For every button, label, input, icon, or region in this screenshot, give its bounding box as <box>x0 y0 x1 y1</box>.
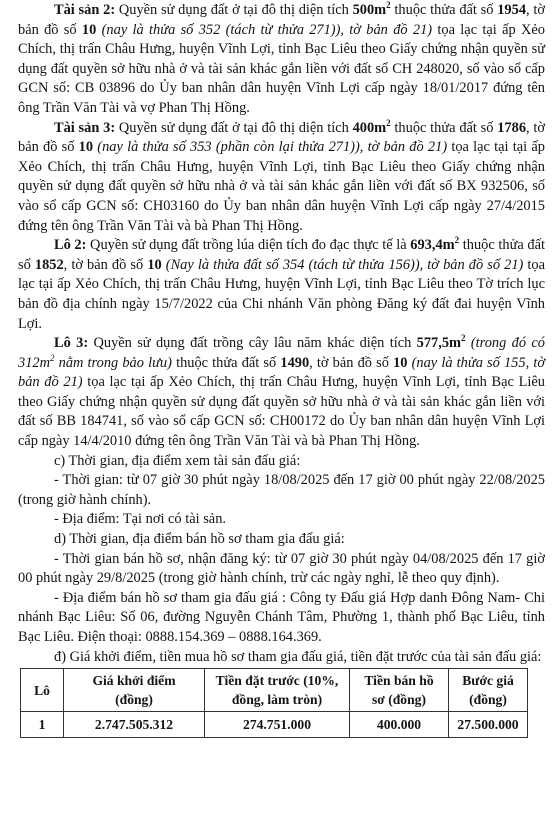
col-deposit: Tiền đặt trước (10%, đồng, làm tròn) <box>205 669 350 712</box>
parcel-number: 1490 <box>280 354 310 371</box>
section-c-heading: c) Thời gian, địa điểm xem tài sản đấu giá: <box>54 452 301 469</box>
text: , tờ bản đồ số <box>63 256 148 273</box>
reserve-note: (trong đó có $312m^2$ nằm trong bảo lưu) <box>18 335 545 371</box>
cell-dossier-fee: 400.000 <box>350 712 449 738</box>
viewing-location: - Địa điểm: Tại nơi có tài sản. <box>54 511 226 528</box>
cell-starting-price: 2.747.505.312 <box>64 712 205 738</box>
paragraph-tai-san-2 <box>18 1 545 119</box>
map-number: 10 <box>78 139 94 156</box>
price-table <box>20 668 528 738</box>
text: Quyền sử dụng đất trồng cây lâu năm khác diện tích <box>88 335 417 352</box>
col-price-step: Bước giá (đồng) <box>449 669 528 712</box>
map-number: 10 <box>147 256 162 273</box>
section-d-heading: d) Thời gian, địa điểm bán hồ sơ tham gia đấu giá: <box>54 531 345 548</box>
text: tọa lạc tại ấp Xẻo Chích, thị trấn Châu Hưng, huyện Vĩnh Lợi, tỉnh Bạc Liêu theo Tờ trích lục bản đồ địa chính ngày 15/7/2022 của Chi nhánh Văn phòng Đăng ký đất đai huyện Vĩnh Lợi. <box>18 256 545 332</box>
asset-label: Tài sản 2: <box>54 2 116 18</box>
paragraph-tai-san-3 <box>18 119 545 237</box>
col-dossier-fee: Tiền bán hồ sơ (đồng) <box>350 669 449 712</box>
text: thuộc thửa đất số <box>390 2 498 18</box>
map-number: 10 <box>81 21 97 38</box>
text: tọa lạc tại tại ấp Xẻo Chích, thị trấn Châu Hưng, huyện Vĩnh Lợi, tỉnh Bạc Liêu theo Giấy chứng nhận quyền sử dụng đất quyền sở hữu nhà ở và tài sản khác gắn liền với đất số BX 932506, số vào sổ cấp GCN số: CH03160 do Ủy ban nhân dân huyện Vĩnh Lợi cấp ngày 27/4/2015 đứng tên ông Trần Văn Tài và bà Phan Thị Hồng. <box>18 139 545 234</box>
parcel-number: 1852 <box>34 256 64 273</box>
area-value: $500m^2$ <box>352 0 391 18</box>
sale-time: - Thời gian bán hồ sơ, nhận đăng ký: từ 07 giờ 30 phút ngày 04/08/2025 đến 17 giờ 00 phút ngày 29/8/2025 (trong giờ hành chính, trừ các ngày nghỉ, lễ theo quy định). <box>18 550 545 587</box>
asset-label: Tài sản 3: <box>54 119 116 136</box>
text: thuộc thửa đất số <box>18 237 545 273</box>
col-starting-price: Giá khởi điểm (đồng) <box>64 669 205 712</box>
note: (Nay là thửa đất số 354 (tách từ thửa 156)), tờ bản đồ số 21) <box>161 256 524 273</box>
text: Quyền sử dụng đất ở tại đô thị diện tích <box>115 119 353 136</box>
section-dd-heading: đ) Giá khởi điểm, tiền mua hồ sơ tham gia đấu giá, tiền đặt trước của tài sản đấu giá: <box>54 648 542 665</box>
cell-price-step: 27.500.000 <box>449 712 528 738</box>
paragraph-lo-3 <box>18 334 545 452</box>
lot-label: Lô 2: <box>54 237 87 254</box>
paragraph-lo-2 <box>18 236 545 334</box>
sale-location: - Địa điểm bán hồ sơ tham gia đấu giá : Công ty Đấu giá Hợp danh Đông Nam- Chi nhánh Bạc Liêu: Số 06, đường Nguyễn Chánh Tâm, Phường 1, thành phố Bạc Liêu, tỉnh Bạc Liêu. Điện thoại: 0888.154.369 – 0888.164.369. <box>18 589 545 645</box>
text: tọa lạc tại ấp Xẻo Chích, thị trấn Châu Hưng, huyện Vĩnh Lợi, tỉnh Bạc Liêu theo Giấy chứng nhận quyền sử dụng đất quyền sở hữu nhà ở và tài sản khác gắn liền với đất số BB 184741, số vào sổ cấp GCN số: CH00172 do Ủy ban nhân dân huyện Vĩnh Lợi cấp ngày 14/4/2010 đứng tên ông Trần Văn Tài và bà Phan Thị Hồng. <box>18 374 545 450</box>
text: , tờ bản đồ số <box>18 2 545 38</box>
viewing-time: - Thời gian: từ 07 giờ 30 phút ngày 18/08/2025 đến 17 giờ 00 phút ngày 22/08/2025 (trong giờ hành chính). <box>18 472 545 508</box>
area-value: $577,5m^2$ <box>416 333 466 352</box>
text: , tờ bản đồ số <box>309 354 394 371</box>
text: Quyền sử dụng đất ở tại đô thị diện tích <box>115 2 353 18</box>
document-page <box>0 1 559 738</box>
area-value: $400m^2$ <box>352 117 391 136</box>
col-lo: Lô <box>21 669 64 712</box>
cell-deposit: 274.751.000 <box>205 712 350 738</box>
text: Quyền sử dụng đất trồng lúa diện tích đo đạc thực tế là <box>86 237 411 254</box>
area-value: $693,4m^2$ <box>410 235 460 254</box>
table-header-row <box>21 669 528 712</box>
text: thuộc thửa đất số <box>171 354 281 371</box>
parcel-number: 1786 <box>497 119 527 136</box>
lot-label: Lô 3: <box>54 335 89 352</box>
text: , tờ bản đồ số <box>18 119 545 156</box>
parcel-number: 1954 <box>497 2 527 18</box>
note: (nay là thửa số 352 (tách từ thửa 271)), tờ bản đồ 21) <box>96 21 433 38</box>
map-number: 10 <box>393 354 408 371</box>
note: (nay là thửa số 353 (phần còn lại thửa 271)), tờ bản đồ 21) <box>93 139 448 156</box>
note: (nay là thửa số 155, tờ bản đồ 21) <box>18 354 545 391</box>
cell-lo: 1 <box>21 712 64 738</box>
table-row <box>21 712 528 738</box>
text: thuộc thửa đất số <box>390 119 498 136</box>
text: tọa lạc tại ấp Xẻo Chích, thị trấn Châu Hưng, huyện Vĩnh Lợi, tỉnh Bạc Liêu theo Giấy chứng nhận quyền sử dụng đất quyền sở hữu nhà ở và tài sản khác gắn liền với đất số CH 248020, số vào sổ cấp GCN số: CB 03896 do Ủy ban nhân dân huyện Vĩnh Lợi cấp ngày 18/01/2017 đứng tên ông Trần Văn Tài và vợ Phan Thị Hồng. <box>18 21 545 116</box>
